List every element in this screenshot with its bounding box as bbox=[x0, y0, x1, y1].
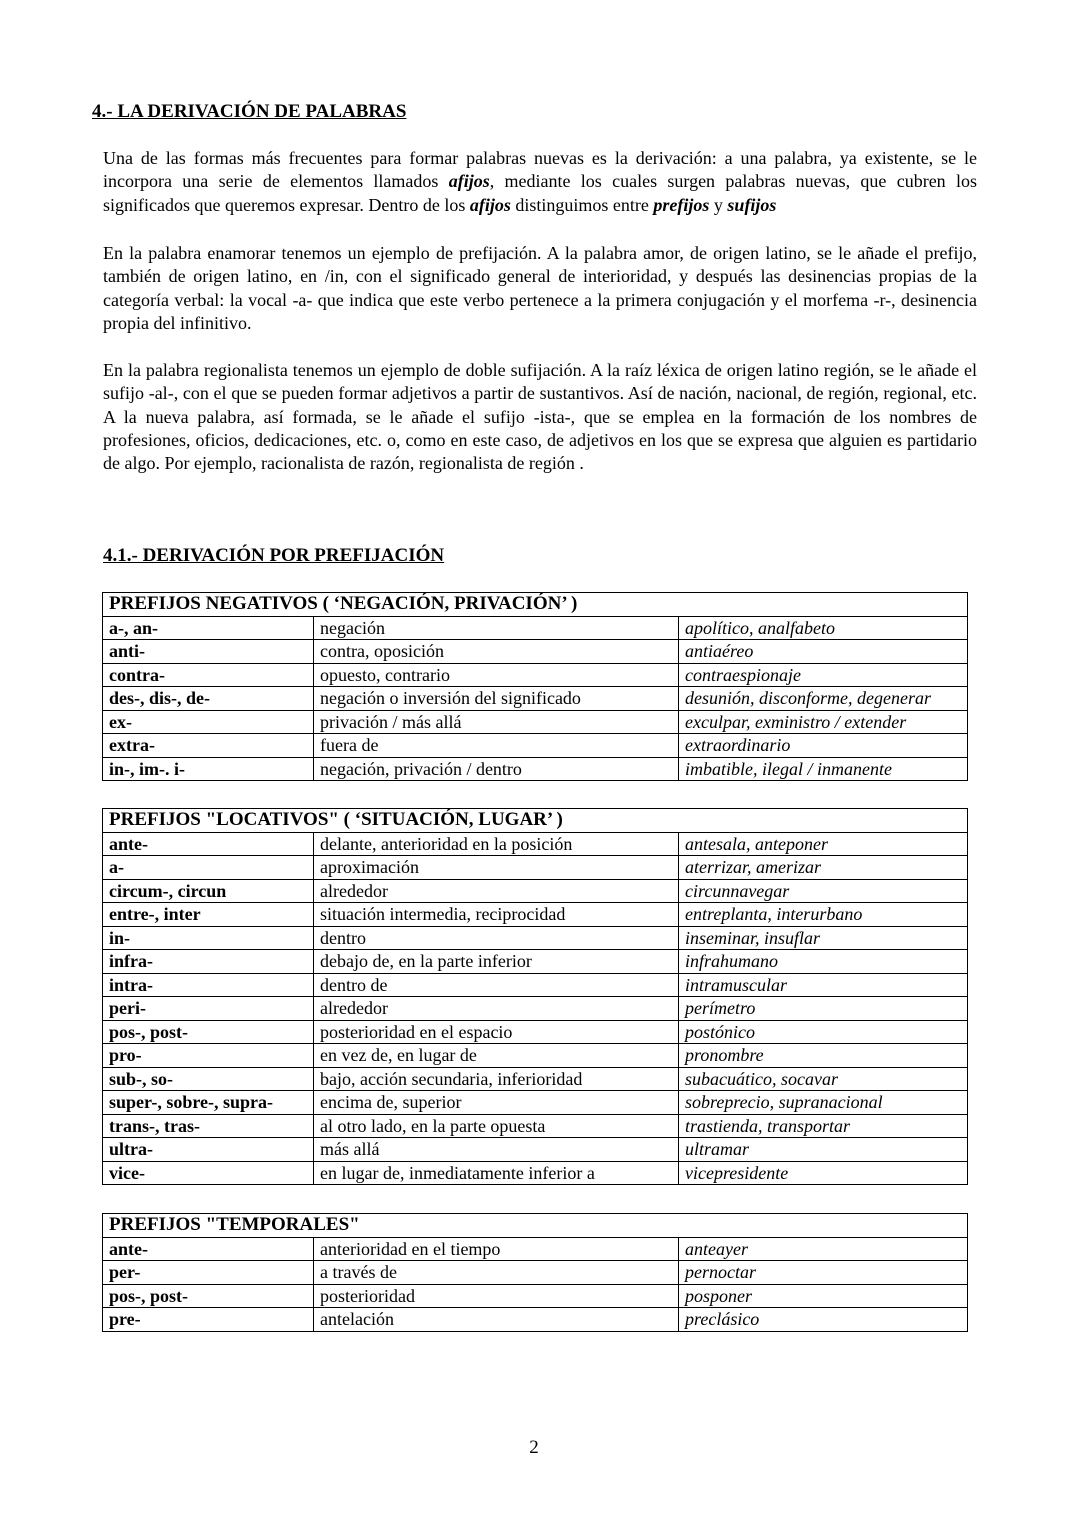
table-row bbox=[103, 757, 968, 781]
table-row bbox=[103, 879, 968, 903]
example-cell: trastienda, transportar bbox=[679, 1114, 968, 1138]
text-run: , de origen latino, se le añade el prefijo, también de origen latino, bbox=[103, 243, 977, 287]
example-cell: apolítico, analfabeto bbox=[679, 616, 968, 640]
text-run: y bbox=[709, 194, 728, 215]
text-run: tenemos un ejemplo de doble sufijación. A la raíz léxica de origen latino bbox=[287, 360, 824, 380]
text-run: , que se emplea en la formación de los nombres de profesiones, oficios, dedicaciones, etc. o, como en este caso, de adjetivos en los que se expresa que alguien es partidario de algo. Por ejemplo, racionalista de razón, regionalista de región . bbox=[103, 406, 978, 474]
table-row bbox=[103, 997, 968, 1021]
example-cell: pernoctar bbox=[679, 1261, 968, 1285]
table-header: PREFIJOS "LOCATIVOS" ( ‘SITUACIÓN, LUGAR’ ) bbox=[103, 809, 968, 833]
table-row bbox=[103, 1138, 968, 1162]
page-number: 2 bbox=[529, 1437, 539, 1458]
paragraph bbox=[103, 359, 977, 475]
prefix-cell: super-, sobre-, supra- bbox=[103, 1091, 314, 1115]
table-header: PREFIJOS NEGATIVOS ( ‘NEGACIÓN, PRIVACIÓN’ ) bbox=[103, 593, 968, 617]
emphasis-text: enamorar bbox=[207, 243, 276, 263]
table-header: PREFIJOS "TEMPORALES" bbox=[103, 1214, 968, 1238]
example-cell: postónico bbox=[679, 1020, 968, 1044]
emphasis-text: -ista- bbox=[533, 406, 571, 427]
meaning-cell: dentro bbox=[314, 926, 679, 950]
prefix-cell: pre- bbox=[103, 1308, 314, 1332]
prefix-cell: ante- bbox=[103, 832, 314, 856]
text-run: , desinencia propia del infinitivo. bbox=[103, 289, 978, 333]
table-row bbox=[103, 616, 968, 640]
prefix-cell: infra- bbox=[103, 950, 314, 974]
table-row bbox=[103, 1020, 968, 1044]
text-run: , mediante los cuales surgen palabras nuevas, que cubren los significados que queremos expresar. Dentro de los bbox=[103, 171, 977, 215]
prefix-cell: pro- bbox=[103, 1044, 314, 1068]
example-cell: pronombre bbox=[679, 1044, 968, 1068]
text-run: , se le añade el sufijo bbox=[103, 360, 978, 404]
emphasis-text: en /in bbox=[300, 266, 344, 287]
meaning-cell: negación o inversión del significado bbox=[314, 687, 679, 711]
prefix-cell: peri- bbox=[103, 997, 314, 1021]
meaning-cell: negación bbox=[314, 616, 679, 640]
emphasis-text: afijos bbox=[469, 194, 511, 215]
example-cell: vicepresidente bbox=[679, 1161, 968, 1185]
meaning-cell: delante, anterioridad en la posición bbox=[314, 832, 679, 856]
emphasis-text: -a- bbox=[292, 289, 313, 310]
example-cell: sobreprecio, supranacional bbox=[679, 1091, 968, 1115]
prefix-cell: anti- bbox=[103, 640, 314, 664]
example-cell: subacuático, socavar bbox=[679, 1067, 968, 1091]
prefix-cell: per- bbox=[103, 1261, 314, 1285]
meaning-cell: situación intermedia, reciprocidad bbox=[314, 903, 679, 927]
meaning-cell: negación, privación / dentro bbox=[314, 757, 679, 781]
table-row bbox=[103, 1308, 968, 1332]
table-row bbox=[103, 856, 968, 880]
paragraph bbox=[103, 242, 977, 335]
text-run: En la palabra bbox=[103, 360, 204, 380]
prefix-cell: entre-, inter bbox=[103, 903, 314, 927]
example-cell: intramuscular bbox=[679, 973, 968, 997]
example-cell: entreplanta, interurbano bbox=[679, 903, 968, 927]
table-row bbox=[103, 926, 968, 950]
example-cell: contraespionaje bbox=[679, 663, 968, 687]
table-row bbox=[103, 640, 968, 664]
prefix-cell: vice- bbox=[103, 1161, 314, 1185]
prefix-cell: contra- bbox=[103, 663, 314, 687]
emphasis-text: región bbox=[823, 360, 870, 380]
example-cell: imbatible, ilegal / inmanente bbox=[679, 757, 968, 781]
table-row bbox=[103, 1284, 968, 1308]
table-row bbox=[103, 734, 968, 758]
meaning-cell: contra, oposición bbox=[314, 640, 679, 664]
example-cell: inseminar, insuflar bbox=[679, 926, 968, 950]
example-cell: extraordinario bbox=[679, 734, 968, 758]
prefix-cell: extra- bbox=[103, 734, 314, 758]
meaning-cell: en vez de, en lugar de bbox=[314, 1044, 679, 1068]
text-run: , con el significado general de interioridad, y después las desinencias propias de la categoría verbal: la vocal bbox=[103, 266, 977, 310]
meaning-cell: opuesto, contrario bbox=[314, 663, 679, 687]
example-cell: ultramar bbox=[679, 1138, 968, 1162]
meaning-cell: dentro de bbox=[314, 973, 679, 997]
emphasis-text: prefijos bbox=[653, 194, 710, 215]
section-title: 4.- LA DERIVACIÓN DE PALABRAS bbox=[92, 101, 407, 122]
table-row bbox=[103, 973, 968, 997]
table-row bbox=[103, 1067, 968, 1091]
example-cell: perímetro bbox=[679, 997, 968, 1021]
prefix-cell: ante- bbox=[103, 1237, 314, 1261]
example-cell: desunión, disconforme, degenerar bbox=[679, 687, 968, 711]
prefix-cell: in-, im-. i- bbox=[103, 757, 314, 781]
table-row bbox=[103, 1091, 968, 1115]
meaning-cell: debajo de, en la parte inferior bbox=[314, 950, 679, 974]
prefix-cell: sub-, so- bbox=[103, 1067, 314, 1091]
emphasis-text: regionalista bbox=[203, 360, 288, 380]
prefix-cell: pos-, post- bbox=[103, 1020, 314, 1044]
subsection-title: 4.1.- DERIVACIÓN POR PREFIJACIÓN bbox=[103, 545, 445, 566]
text-run: Una de las formas más frecuentes para formar palabras nuevas es la derivación: a una palabra, ya existente, se le incorpora una serie de elementos llamados bbox=[103, 148, 977, 192]
meaning-cell: posterioridad bbox=[314, 1284, 679, 1308]
example-cell: aterrizar, amerizar bbox=[679, 856, 968, 880]
example-cell: exculpar, exministro / extender bbox=[679, 710, 968, 734]
table-row bbox=[103, 1161, 968, 1185]
meaning-cell: antelación bbox=[314, 1308, 679, 1332]
table-row bbox=[103, 710, 968, 734]
meaning-cell: alrededor bbox=[314, 879, 679, 903]
example-cell: preclásico bbox=[679, 1308, 968, 1332]
meaning-cell: alrededor bbox=[314, 997, 679, 1021]
emphasis-text: -al- bbox=[148, 383, 174, 404]
paragraph bbox=[103, 147, 977, 217]
table-row bbox=[103, 1044, 968, 1068]
emphasis-text: afijos bbox=[448, 171, 490, 192]
table-row bbox=[103, 903, 968, 927]
prefix-cell: ultra- bbox=[103, 1138, 314, 1162]
table-row bbox=[103, 687, 968, 711]
table-row bbox=[103, 832, 968, 856]
emphasis-text: -r- bbox=[873, 289, 892, 310]
text-run: distinguimos entre bbox=[510, 194, 654, 215]
meaning-cell: aproximación bbox=[314, 856, 679, 880]
prefix-cell: a-, an- bbox=[103, 616, 314, 640]
meaning-cell: anterioridad en el tiempo bbox=[314, 1237, 679, 1261]
example-cell: antesala, anteponer bbox=[679, 832, 968, 856]
table-row bbox=[103, 950, 968, 974]
prefix-cell: in- bbox=[103, 926, 314, 950]
text-run: que indica que este verbo pertenece a la primera conjugación y el morfema bbox=[312, 289, 874, 310]
prefix-cell: trans-, tras- bbox=[103, 1114, 314, 1138]
meaning-cell: fuera de bbox=[314, 734, 679, 758]
table-row bbox=[103, 1261, 968, 1285]
prefix-cell: des-, dis-, de- bbox=[103, 687, 314, 711]
meaning-cell: encima de, superior bbox=[314, 1091, 679, 1115]
example-cell: infrahumano bbox=[679, 950, 968, 974]
text-run: tenemos un ejemplo de prefijación. A la palabra bbox=[275, 243, 644, 263]
table-row bbox=[103, 663, 968, 687]
text-run: En la palabra bbox=[103, 243, 208, 263]
prefix-cell: circum-, circun bbox=[103, 879, 314, 903]
prefix-cell: a- bbox=[103, 856, 314, 880]
meaning-cell: privación / más allá bbox=[314, 710, 679, 734]
example-cell: posponer bbox=[679, 1284, 968, 1308]
prefix-cell: intra- bbox=[103, 973, 314, 997]
example-cell: circunnavegar bbox=[679, 879, 968, 903]
prefix-cell: pos-, post- bbox=[103, 1284, 314, 1308]
meaning-cell: bajo, acción secundaria, inferioridad bbox=[314, 1067, 679, 1091]
prefix-table-locative bbox=[102, 808, 968, 1185]
example-cell: anteayer bbox=[679, 1237, 968, 1261]
prefix-cell: ex- bbox=[103, 710, 314, 734]
meaning-cell: al otro lado, en la parte opuesta bbox=[314, 1114, 679, 1138]
table-row bbox=[103, 1114, 968, 1138]
emphasis-text: sufijos bbox=[727, 194, 777, 215]
emphasis-text: amor bbox=[643, 243, 680, 263]
meaning-cell: a través de bbox=[314, 1261, 679, 1285]
text-run: , con el que se pueden formar adjetivos a partir de sustantivos. Así de nación, nacional, de región, regional, etc. A la nueva palabra, así formada, se le añade el sufijo bbox=[103, 383, 977, 427]
meaning-cell: en lugar de, inmediatamente inferior a bbox=[314, 1161, 679, 1185]
table-row bbox=[103, 1237, 968, 1261]
meaning-cell: más allá bbox=[314, 1138, 679, 1162]
example-cell: antiaéreo bbox=[679, 640, 968, 664]
meaning-cell: posterioridad en el espacio bbox=[314, 1020, 679, 1044]
prefix-table-temporal bbox=[102, 1213, 968, 1332]
prefix-table-negative bbox=[102, 592, 968, 781]
